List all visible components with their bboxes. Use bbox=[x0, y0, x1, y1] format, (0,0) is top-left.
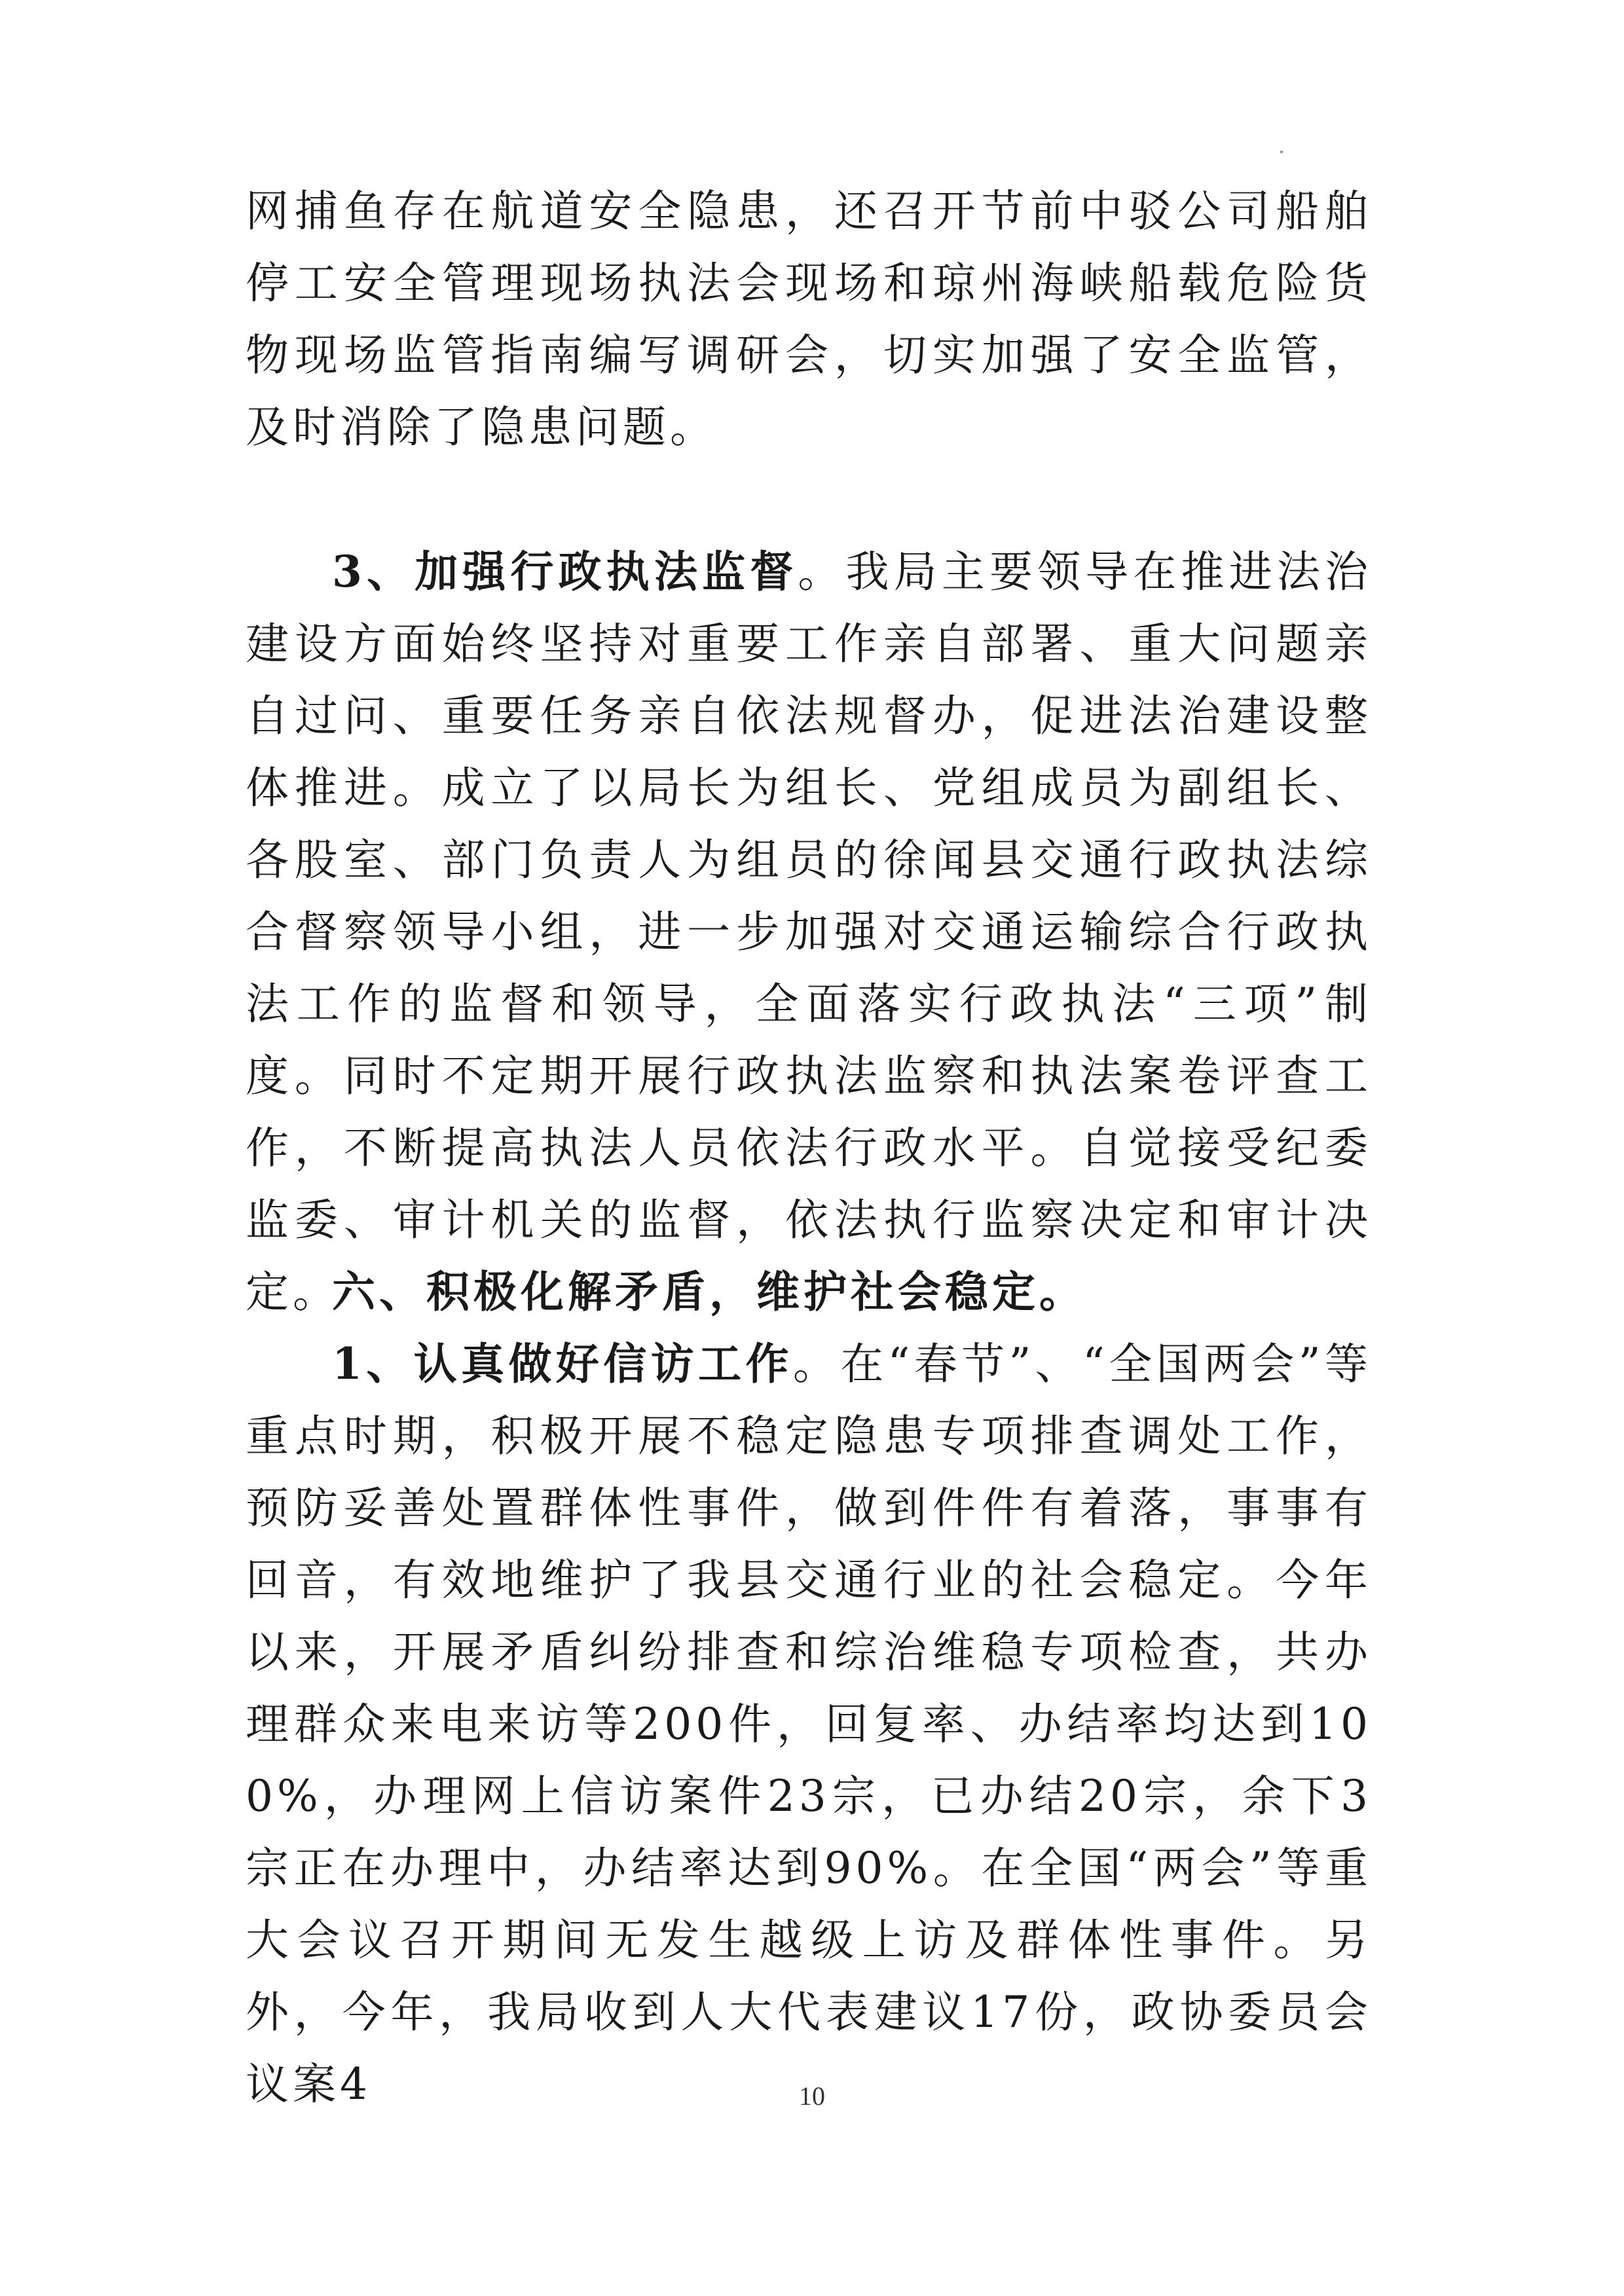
paragraph-body: 。我局主要领导在推进法治建设方面始终坚持对重要工作亲自部署、重大问题亲自过问、重要任务亲自依法规督办，促进法治建设整体推进。成立了以局长为组长、党组成员为副组长、各股室、部门负责人为组员的徐闻县交通行政执法综合督察领导小组，进一步加强对交通运输综合行政执法工作的监督和领导，全面落实行政执法“三项”制度。同时不定期开展行政执法监察和执法案卷评查工作，不断提高执法人员依法行政水平。自觉接受纪委监委、审计机关的监督，依法执行监察决定和审计决定。 bbox=[246, 547, 1372, 1317]
paragraph-enforcement-supervision bbox=[246, 536, 1372, 1328]
paragraph-body: 。在“春节”、“全国两会”等重点时期，积极开展不稳定隐患专项排查调处工作，预防妥善处置群体性事件，做到件件有着落，事事有回音，有效地维护了我县交通行业的社会稳定。今年以来，开展矛盾纠纷排查和综治维稳专项检查，共办理群众来电来访等200件，回复率、办结率均达到100%，办理网上信访案件23宗，已办结20宗，余下3宗正在办理中，办结率达到90%。在全国“两会”等重大会议召开期间无发生越级上访及群体性事件。另外，今年，我局收到人大代表建议17份，政协委员会议案4 bbox=[246, 1339, 1372, 2109]
scan-dot bbox=[1280, 151, 1283, 153]
section-heading: 六、积极化解矛盾，维护社会稳定。 bbox=[332, 1266, 1086, 1317]
paragraph-continuation: 网捕鱼存在航道安全隐患，还召开节前中驳公司船舶停工安全管理现场执法会现场和琼州海峡船载危险货物现场监管指南编写调研会，切实加强了安全监管，及时消除了隐患问题。 bbox=[246, 186, 1372, 452]
paragraph-petition-work bbox=[246, 1328, 1372, 2121]
paragraph-title: 1、认真做好信访工作 bbox=[332, 1338, 793, 1389]
paragraph-title: 3、加强行政执法监督 bbox=[332, 546, 798, 597]
page-number: 10 bbox=[799, 2081, 825, 2111]
